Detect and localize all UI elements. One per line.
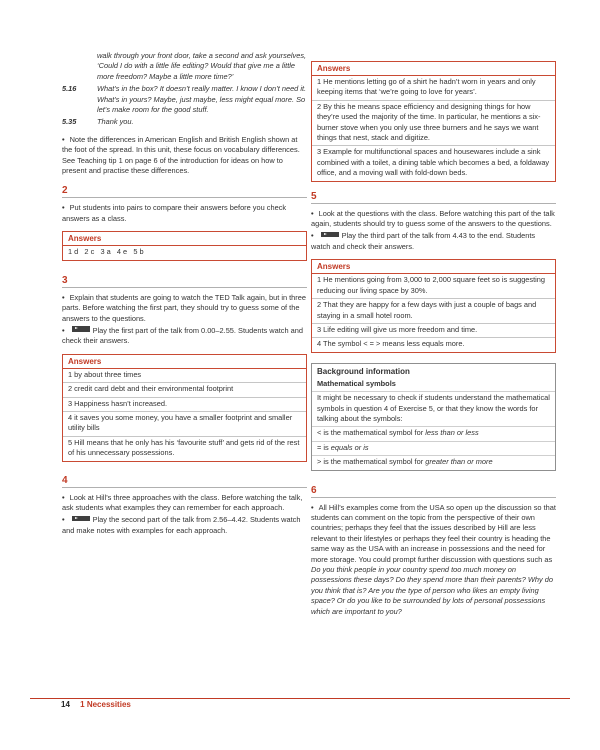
- answers-box: [62, 231, 307, 260]
- page-footer: [61, 699, 131, 711]
- transcript-text: walk through your front door, take a second and ask yourselves, ‘Could I do with a little life editing? Would that give me a little more freedom? Maybe a little more time?’: [97, 51, 307, 81]
- symbol-greater-than: > is the mathematical symbol for greater than or more: [312, 455, 555, 469]
- instruction: • Look at Hill’s three approaches with the class. Before watching the talk, ask students what examples they can remember for each approach.: [62, 493, 307, 514]
- answer-row: 1 He mentions letting go of a shirt he hadn’t worn in years and only keeping items that ‘we’re going to love for years’.: [312, 75, 555, 100]
- answer-row: 3 Example for multifunctional spaces and housewares include a sink combined with a toilet, a dining table which becomes a bed, a foldaway office, and a moving wall with fold-down beds.: [312, 145, 555, 180]
- instruction: • Look at the questions with the class. Before watching this part of the talk again, students should try to guess some of the answers to the questions.: [311, 209, 556, 230]
- section-number: 3: [62, 274, 68, 286]
- background-info-box: [311, 363, 556, 471]
- page-number: 14: [61, 700, 70, 709]
- divider: [62, 197, 307, 198]
- background-title: Background information: [317, 366, 410, 376]
- answer-row: 4 it saves you some money, you have a smaller footprint and smaller utility bills: [63, 411, 306, 436]
- teaching-note: • Note the differences in American English and British English shown at the foot of the spread. In this unit, these focus on vocabulary differences. See Teaching tip 1 on page 6 of the introduction for ideas on how to present and practise these differences.: [62, 135, 307, 177]
- background-intro: It might be necessary to check if students understand the mathematical symbols in question 4 of Exercise 5, or that they know the words for talking about the symbols:: [312, 391, 555, 426]
- section-number: 5: [311, 190, 317, 202]
- answers-title: Answers: [68, 356, 102, 366]
- divider: [62, 287, 307, 288]
- answer-row: 1 d 2 c 3 a 4 e 5 b: [63, 245, 306, 259]
- section-6: [311, 484, 556, 617]
- section-number: 4: [62, 474, 68, 486]
- transcript-block: [62, 84, 307, 115]
- background-subtitle: Mathematical symbols: [317, 378, 396, 388]
- play-instruction: • Play the first part of the talk from 0.00–2.55. Students watch and check their answers.: [62, 326, 307, 347]
- symbol-less-than: < is the mathematical symbol for less than or less: [312, 426, 555, 440]
- instruction: • Put students into pairs to compare their answers before you check answers as a class.: [62, 203, 307, 224]
- video-play-icon: [72, 516, 90, 522]
- answer-row: 2 By this he means space efficiency and designing things for how they’re used the majority of the time. In particular, he mentions a six-burner stove when you only use three burners and he says we want things that nest, stack and digitize.: [312, 100, 555, 146]
- section-5: [311, 190, 556, 353]
- video-play-icon: [72, 326, 90, 332]
- symbol-equals: = is equals or is: [312, 441, 555, 455]
- transcript-text: What’s in the box? It doesn’t really matter. I know I don’t need it. What’s in yours? Maybe, just maybe, less might equal more. So let’s make room for the good stuff.: [97, 84, 307, 115]
- answers-title: Answers: [317, 64, 351, 73]
- answers-box: [62, 354, 307, 462]
- answers-title: Answers: [68, 234, 102, 244]
- answer-row: 3 Life editing will give us more freedom and time.: [312, 323, 555, 337]
- answers-title: Answers: [317, 262, 351, 272]
- discussion-text: • All Hill’s examples come from the USA so open up the discussion so that students can comment on the topic from the perspective of their own countries; perhaps they feel that the issues described by Hill are less relevant to their lifestyles or perhaps they feel their country is heading the same way as the USA with an increase in possessions and the need for more storage. You could prompt further discussion with questions such as Do you think people in your country spend too much money on possessions these days? Do they spend more than their parents? Why do you think that is? Are you the type of person who likes an empty living space? Or do you like to be surrounded by lots of personal possessions which are important to you?: [311, 503, 556, 617]
- timecode: 5.16: [62, 84, 77, 94]
- section-number: 2: [62, 185, 68, 197]
- play-instruction: • Play the second part of the talk from 2.56–4.42. Students watch and make notes with examples for each approach.: [62, 515, 307, 536]
- transcript-block: [62, 117, 307, 127]
- section-3: [62, 274, 307, 462]
- answer-row: 4 The symbol < = > means less equals more.: [312, 337, 555, 351]
- answer-row: 3 Happiness hasn’t increased.: [63, 397, 306, 411]
- play-instruction: • Play the third part of the talk from 4.43 to the end. Students watch and check their answers.: [311, 231, 556, 252]
- answer-row: 2 That they are happy for a few days with just a couple of bags and staying in a small hotel room.: [312, 298, 555, 323]
- divider: [62, 487, 307, 488]
- section-number: 6: [311, 484, 317, 496]
- instruction: • Explain that students are going to watch the TED Talk again, but in three parts. Before watching the first part, they should try to guess some of the answers to the questions.: [62, 293, 307, 324]
- divider: [311, 203, 556, 204]
- answer-row: 2 credit card debt and their environmental footprint: [63, 382, 306, 396]
- answer-row: 5 Hill means that he only has his ‘favourite stuff’ and gets rid of the rest of his unnecessary possessions.: [63, 436, 306, 461]
- unit-title: 1 Necessities: [80, 700, 131, 709]
- answer-row: 1 He mentions going from 3,000 to 2,000 square feet so is suggesting reducing our living space by 30%.: [312, 273, 555, 298]
- answer-row: 1 by about three times: [63, 368, 306, 382]
- section-2: [62, 184, 307, 260]
- transcript-block: [62, 51, 307, 82]
- transcript-text: Thank you.: [97, 117, 134, 127]
- section-4: [62, 474, 307, 537]
- video-play-icon: [321, 232, 339, 238]
- timecode: 5.35: [62, 117, 77, 127]
- left-column: [62, 0, 307, 536]
- divider: [311, 497, 556, 498]
- right-column: [311, 0, 556, 617]
- answers-box: [311, 61, 556, 182]
- answers-box: [311, 259, 556, 352]
